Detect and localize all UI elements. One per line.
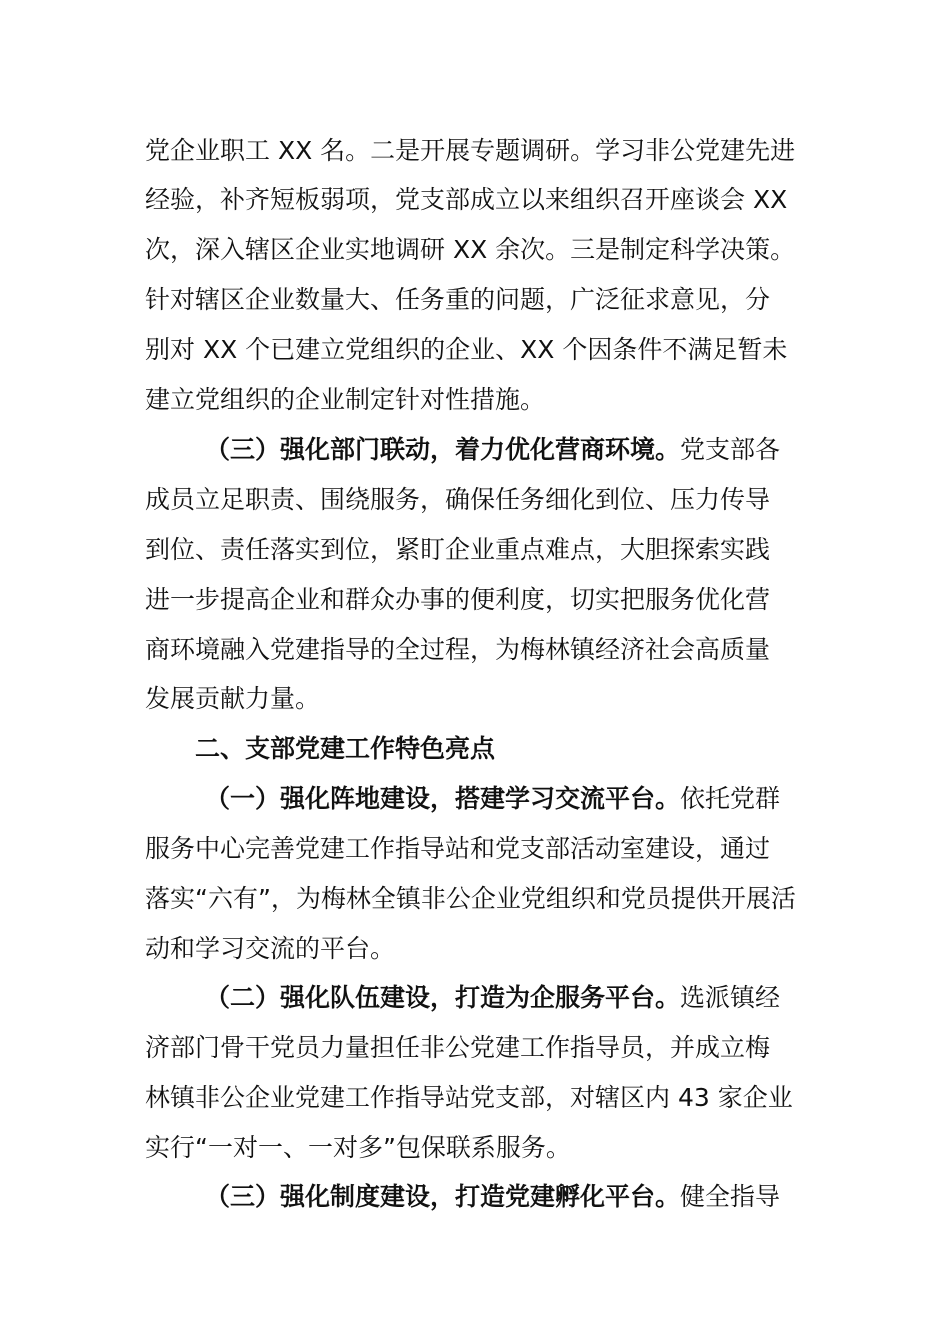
body-text-line: 林镇非公企业党建工作指导站党支部，对辖区内 43 家企业 [145, 1083, 793, 1112]
paragraph-first-line [205, 1182, 780, 1212]
paragraph-heading: （三）强化制度建设，打造党建孵化平台。 [205, 1182, 681, 1211]
body-text-line: 实行“一对一、一对多”包保联系服务。 [145, 1133, 571, 1162]
body-text: 依托党群 [680, 784, 781, 813]
body-text-line: 到位、责任落实到位，紧盯企业重点难点，大胆探索实践 [145, 535, 771, 564]
paragraph-heading: （三）强化部门联动，着力优化营商环境。 [205, 435, 681, 464]
body-text-line: 建立党组织的企业制定针对性措施。 [145, 385, 546, 414]
section-heading: 二、支部党建工作特色亮点 [195, 734, 496, 763]
body-text-line: 成员立足职责、围绕服务，确保任务细化到位、压力传导 [145, 485, 771, 514]
body-text-line: 发展贡献力量。 [145, 684, 321, 713]
body-text-line: 进一步提高企业和群众办事的便利度，切实把服务优化营 [145, 585, 771, 614]
body-text-line: 别对 XX 个已建立党组织的企业、XX 个因条件不满足暂未 [145, 335, 788, 364]
body-text: 健全指导 [680, 1182, 781, 1211]
body-text: 选派镇经 [680, 983, 781, 1012]
paragraph-first-line [205, 784, 780, 814]
body-text-line: 服务中心完善党建工作指导站和党支部活动室建设，通过 [145, 834, 771, 863]
body-text-line: 次，深入辖区企业实地调研 XX 余次。三是制定科学决策。 [145, 235, 796, 264]
body-text-line: 济部门骨干党员力量担任非公党建工作指导员，并成立梅 [145, 1033, 771, 1062]
body-text-line: 落实“六有”，为梅林全镇非公企业党组织和党员提供开展活 [145, 884, 796, 913]
body-text-line: 针对辖区企业数量大、任务重的问题，广泛征求意见，分 [145, 285, 771, 314]
body-text-line: 动和学习交流的平台。 [145, 934, 396, 963]
paragraph-heading: （一）强化阵地建设，搭建学习交流平台。 [205, 784, 681, 813]
body-text-line: 商环境融入党建指导的全过程，为梅林镇经济社会高质量 [145, 635, 771, 664]
body-text: 党支部各 [680, 435, 781, 464]
paragraph-first-line [205, 435, 780, 465]
paragraph-heading: （二）强化队伍建设，打造为企服务平台。 [205, 983, 681, 1012]
body-text-line: 经验，补齐短板弱项，党支部成立以来组织召开座谈会 XX [145, 185, 788, 214]
body-text-line: 党企业职工 XX 名。二是开展专题调研。学习非公党建先进 [145, 136, 796, 165]
paragraph-first-line [205, 983, 780, 1013]
